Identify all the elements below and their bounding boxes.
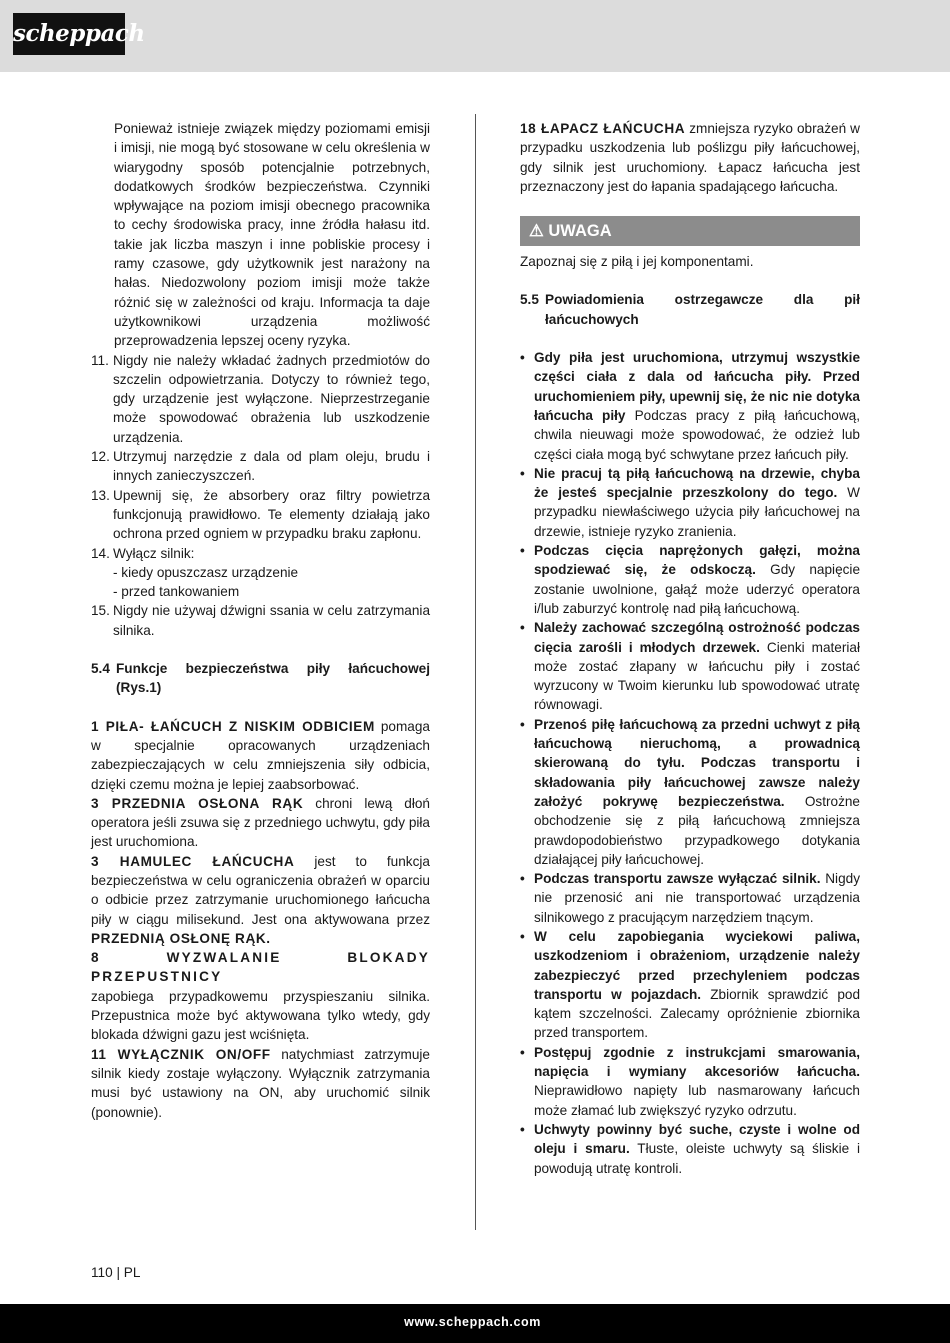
website-link[interactable]: www.scheppach.com xyxy=(404,1315,541,1329)
bullet-icon: • xyxy=(520,465,525,481)
warning-text: Zapoznaj się z piłą i jej komponentami. xyxy=(520,254,754,270)
bullet-icon: • xyxy=(520,716,525,732)
left-column xyxy=(91,119,430,1122)
bullet-item: • Postępuj zgodnie z instrukcjami smarowania, napięcia i wymiany akcesoriów łańcucha. Nieprawidłowo napięty lub nasmarowany łańcuch może złamać lub zwiększyć ryzyko odrzutu. xyxy=(520,1043,860,1120)
warning-icon: ⚠ xyxy=(529,222,544,241)
warning-box xyxy=(520,216,860,246)
sub-list-item: - kiedy opuszczasz urządzenie xyxy=(113,564,299,580)
feature-low-kickback-chain: 1 PIŁA- ŁAŃCUCH Z NISKIM ODBICIEM pomaga w specjalnie opracowanych urządzeniach zabezpieczających w celu zmniejszenia siły odbicia, dzięki czemu można je lepiej zaabsorbować. xyxy=(91,718,430,792)
sub-list-item: - przed tankowaniem xyxy=(113,584,240,600)
warning-title: UWAGA xyxy=(548,222,612,241)
list-item: 13. Upewnij się, że absorbery oraz filtry powietrza funkcjonują prawidłowo. Te elementy działają jako ochrona przed ogniem w przypadku braku zapłonu. xyxy=(91,487,430,542)
bullet-icon: • xyxy=(520,543,525,559)
language-code: PL xyxy=(123,1265,141,1280)
feature-on-off-switch: 11 WYŁĄCZNIK ON/OFF natychmiast zatrzymuje silnik kiedy zostaje wyłączony. Wyłącznik zatrzymania musi być ustawiony na ON, aby uruchomić silnik (ponownie). xyxy=(91,1046,430,1120)
header-bar xyxy=(0,0,950,72)
footer-separator: | xyxy=(116,1265,120,1280)
feature-chain-brake: 3 HAMULEC ŁAŃCUCHA jest to funkcja bezpieczeństwa w celu ograniczenia obrażeń w oparciu o odbicie przez zatrzymanie uruchomionego łańcucha piły w ciągu milisekund. Jest ona aktywowana przez PRZEDNIĄ OSŁONĘ RĄK. xyxy=(91,853,430,946)
page-number: 110 xyxy=(91,1265,113,1280)
list-item: 12. Utrzymuj narzędzie z dala od plam oleju, brudu i innych zanieczyszczeń. xyxy=(91,449,430,484)
bullet-item: • Należy zachować szczególną ostrożność podczas cięcia zarośli i młodych drzewek. Cienki materiał może zostać złapany w łańcuchu piły i zostać wyrzucony w Twoim kierunku lub spowodować utratę równowagi. xyxy=(520,618,860,714)
right-column xyxy=(520,119,860,1178)
feature-front-hand-guard: 3 PRZEDNIA OSŁONA RĄK chroni lewą dłoń operatora jeśli zsuwa się z przedniego uchwytu, gdy piła jest uruchomiona. xyxy=(91,795,430,850)
bullet-item: • Uchwyty powinny być suche, czyste i wolne od oleju i smaru. Tłuste, oleiste uchwyty są śliskie i powodują utratę kontroli. xyxy=(520,1120,860,1178)
intro-paragraph: Ponieważ istnieje związek między poziomami emisji i imisji, nie mogą być stosowane w celu określenia w wiarygodny sposób potencjalnie potrzebnych, dodatkowych środków bezpieczeństwa. Czynniki wpływające na poziom imisji obecnego pracownika to cechy środowiska pracy, inne źródła hałasu itd. takie jak liczba maszyn i inne pobliskie procesy i ramy czasowe, gdy użytkownik jest narażony na hałas. Niedozwolony poziom imisji może także różnić się w zależności od kraju. Informacja ta daje użytkownikowi urządzenia możliwość przeprowadzenia lepszej oceny ryzyka. xyxy=(114,121,430,349)
bullet-icon: • xyxy=(520,1044,525,1060)
bullet-icon: • xyxy=(520,928,525,944)
bullet-item: • Podczas transportu zawsze wyłączać silnik. Nigdy nie przenosić ani nie transportować urządzenia silnikowego z pracującym narzędziem tnącym. xyxy=(520,869,860,927)
footer-bar xyxy=(0,1304,950,1343)
list-item: 14. Wyłącz silnik: xyxy=(91,545,195,561)
bullet-icon: • xyxy=(520,871,525,887)
bullet-item: • Przenoś piłę łańcuchową za przedni uchwyt z piłą łańcuchową nieruchomą, a prowadnicą skierowaną do tyłu. Podczas transportu i składowania piły łańcuchowej zawsze należy założyć pokrywę bezpieczeństwa. Ostrożne obchodzenie się z piłą łańcuchową zmniejsza prawdopodobieństwo przypadkowego dotykania działającej piły łańcuchowej. xyxy=(520,715,860,869)
bullet-icon: • xyxy=(520,1121,525,1137)
section-heading-5-4: 5.4 Funkcje bezpieczeństwa piły łańcuchowej (Rys.1) xyxy=(91,661,430,696)
scheppach-logo: scheppach xyxy=(13,13,125,55)
column-divider xyxy=(475,114,476,1230)
bullet-item: • Gdy piła jest uruchomiona, utrzymuj wszystkie części ciała z dala od łańcucha piły. Przed uruchomieniem piły, upewnij się, że nic nie dotyka łańcucha piły Podczas pracy z piłą łańcuchową, chwila nieuwagi może spowodować, że odzież lub części ciała mogą być schwytane przez łańcuch piły. xyxy=(520,348,860,464)
bullet-item: • Nie pracuj tą piłą łańcuchową na drzewie, chyba że jesteś specjalnie przeszkolony do tego. W przypadku niewłaściwego użycia piły łańcuchowej na drzewie, istnieje ryzyko zranienia. xyxy=(520,464,860,541)
list-item: 11. Nigdy nie należy wkładać żadnych przedmiotów do szczelin odpowietrzania. Dotyczy to również tego, gdy urządzenie jest wyłączone. Nieprzestrzeganie może spowodować obrażenia lub uszkodzenie urządzenia. xyxy=(91,352,430,445)
bullet-icon: • xyxy=(520,350,525,366)
bullet-icon: • xyxy=(520,620,525,636)
feature-throttle-lockout: 8 WYZWALANIE BLOKADY PRZEPUSTNICY zapobiega przypadkowemu przyspieszaniu silnika. Przepustnica może być aktywowana tylko wtedy, gdy blokada dźwigni gazu jest wciśnięta. xyxy=(91,950,430,1043)
bullet-item: • W celu zapobiegania wyciekowi paliwa, uszkodzeniom i obrażeniom, urządzenie należy zabezpieczyć przed przechyleniem podczas transportu w pojazdach. Zbiornik sprawdzić pod kątem szczelności. Zalecamy opróżnienie zbiornika przed transportem. xyxy=(520,927,860,1043)
page-footer-label xyxy=(91,1265,140,1280)
list-item: 15. Nigdy nie używaj dźwigni ssania w celu zatrzymania silnika. xyxy=(91,603,430,638)
bullet-item: • Podczas cięcia naprężonych gałęzi, można spodziewać się, że odskoczą. Gdy napięcie zostanie uwolnione, gałąź może uderzyć operatora i/lub zaburzyć kontrolę nad piłą łańcuchową. xyxy=(520,541,860,618)
feature-chain-catcher: 18 ŁAPACZ ŁAŃCUCHA zmniejsza ryzyko obrażeń w przypadku uszkodzenia lub poślizgu piły łańcuchowej, gdy silnik jest uruchomiony. Łapacz łańcucha jest przeznaczony jest do łapania spadającego łańcucha. xyxy=(520,121,860,194)
section-heading-5-5: 5.5 Powiadomienia ostrzegawcze dla pił łańcuchowych xyxy=(520,292,860,327)
